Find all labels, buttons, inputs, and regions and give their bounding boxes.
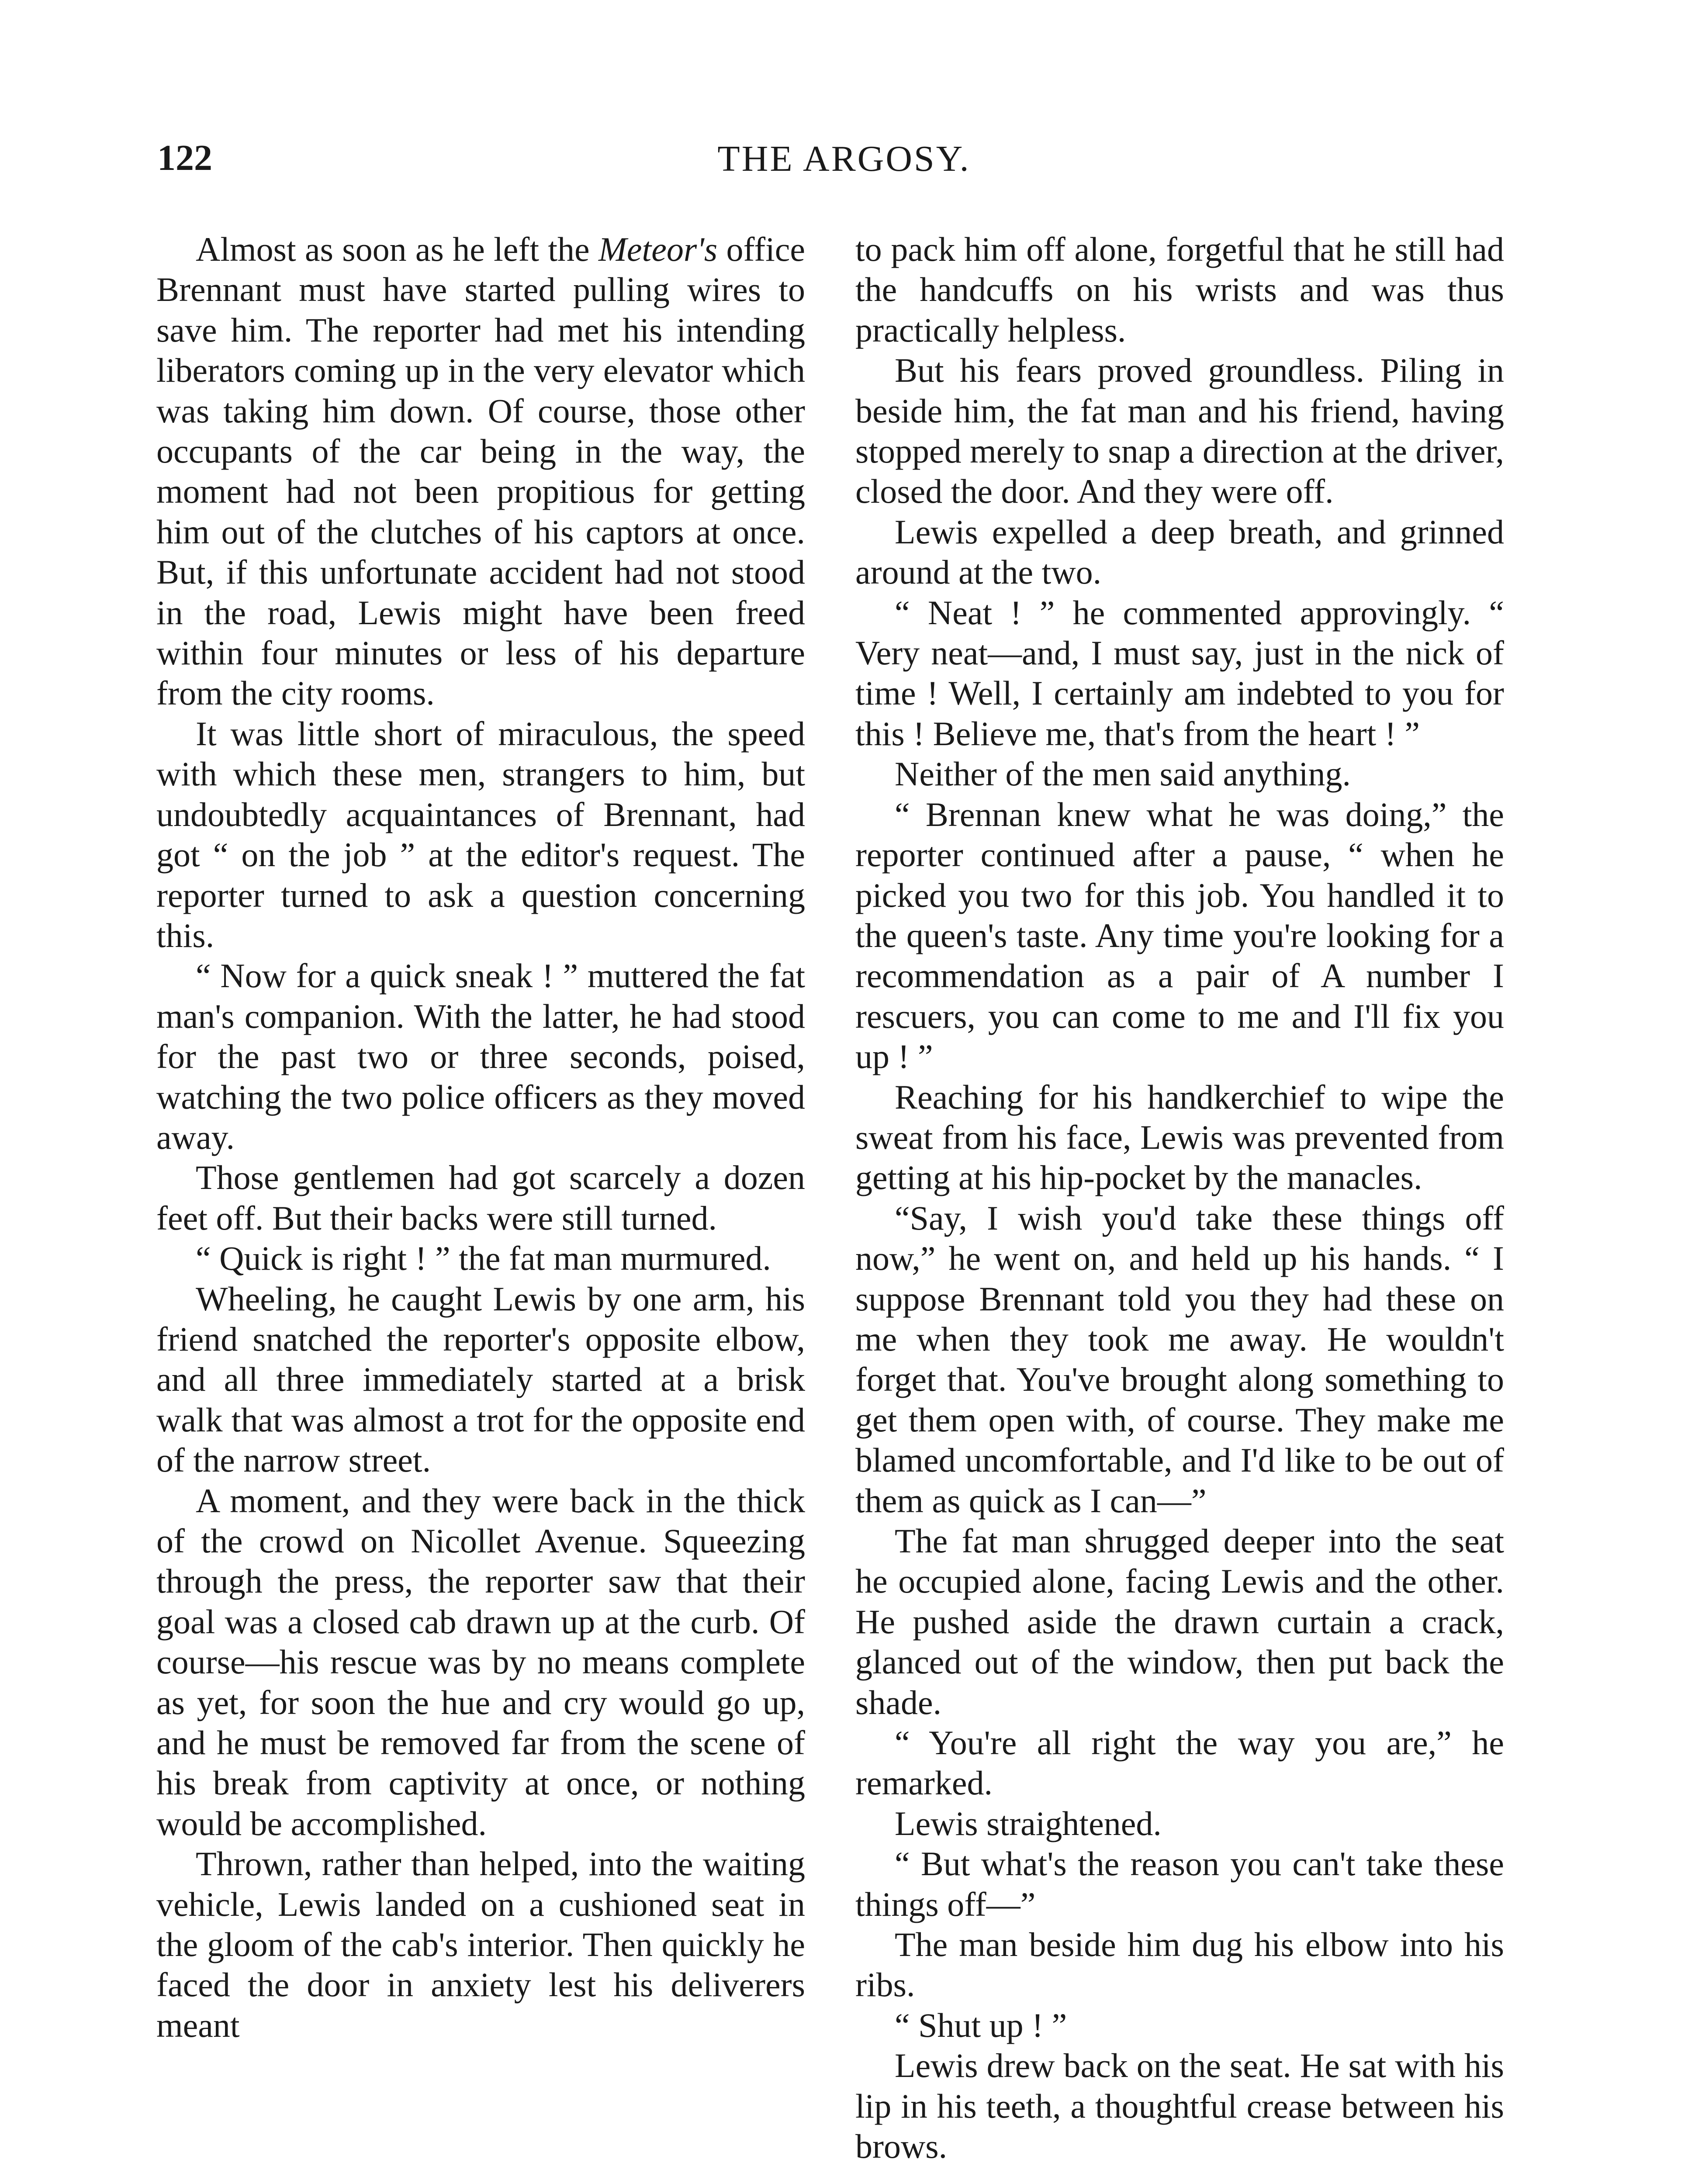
paragraph: Wheeling, he caught Lewis by one arm, his friend snatched the reporter's opposite elbow, and all three immediately started at a brisk walk that was almost a trot for the opposite end of the narrow street. [156,1279,805,1479]
paragraph: “ Shut up ! ” [895,2006,1067,2044]
paragraph: Those gentlemen had got scarcely a dozen feet off. But their backs were still turned. [156,1158,805,1237]
paragraph: “ Neat ! ” he commented approvingly. “ Very neat—and, I must say, just in the nick of time ! Well, I certainly am indebted to you for this ! Believe me, that's from the heart ! ” [855,593,1504,753]
running-title: THE ARGOSY. [717,138,971,179]
page-number: 122 [157,138,212,178]
paragraph: A moment, and they were back in the thick of the crowd on Nicollet Avenue. Squeezing through the press, the reporter saw that their goal was a closed cab drawn up at the curb. Of course—his rescue was by no means complete as yet, for soon the hue and cry would go up, and he must be removed far from the scene of his break from captivity at once, or nothing would be accomplished. [156,1481,805,1842]
paragraph: “ But what's the reason you can't take these things off—” [855,1845,1504,1923]
italic-text: Meteor's [598,230,718,268]
paragraph: Lewis expelled a deep breath, and grinned around at the two. [855,512,1504,591]
paragraph: “ Now for a quick sneak ! ” muttered the fat man's companion. With the latter, he had stood for the past two or three seconds, poised, watching the two police officers as they moved away. [156,957,805,1156]
paragraph: But his fears proved groundless. Piling in beside him, the fat man and his friend, having stopped merely to snap a direction at the driver, closed the door. And they were off. [855,351,1504,511]
paragraph: “ Quick is right ! ” the fat man murmured. [196,1239,771,1278]
paragraph: “ You're all right the way you are,” he remarked. [855,1724,1504,1802]
paragraph: The man beside him dug his elbow into his ribs. [855,1925,1504,2004]
left-column [156,229,805,2046]
paragraph: “Say, I wish you'd take these things off now,” he went on, and held up his hands. “ I suppose Brennant told you they had these on me when they took me away. He wouldn't forget that. You've brought along something to get them open with, of course. They make me blamed uncomfortable, and I'd like to be out of them as quick as I can—” [855,1199,1504,1520]
paragraph: “ Brennan knew what he was doing,” the reporter continued after a pause, “ when he picked you two for this job. You handled it to the queen's taste. Any time you're looking for a recommendation as a pair of A number I rescuers, you can come to me and I'll fix you up ! ” [855,795,1504,1076]
paragraph: Neither of the men said anything. [895,755,1351,793]
paragraph: Lewis drew back on the seat. He sat with his lip in his teeth, a thoughtful crease between his brows. [855,2046,1504,2166]
paragraph: Lewis straightened. [895,1804,1162,1842]
right-column [855,229,1504,2167]
paragraph-continued: to pack him off alone, forgetful that he still had the handcuffs on his wrists and was thus practically helpless. [855,230,1504,349]
paragraph: Almost as soon as he left the Meteor's office Brennant must have started pulling wires to save him. The reporter had met his intending liberators coming up in the very elevator which was taking him down. Of course, those other occupants of the car being in the way, the moment had not been propitious for getting him out of the clutches of his captors at once. But, if this unfortunate accident had not stood in the road, Lewis might have been freed within four minutes or less of his departure from the city rooms. [156,230,805,712]
paragraph: It was little short of miraculous, the speed with which these men, strangers to him, but undoubtedly acquaintances of Brennant, had got “ on the job ” at the editor's request. The reporter turned to ask a question concerning this. [156,714,805,954]
paragraph: Thrown, rather than helped, into the waiting vehicle, Lewis landed on a cushioned seat in the gloom of the cab's interior. Then quickly he faced the door in anxiety lest his deliverers meant [156,1845,805,2044]
paragraph: The fat man shrugged deeper into the seat he occupied alone, facing Lewis and the other. He pushed aside the drawn curtain a crack, glanced out of the window, then put back the shade. [855,1522,1504,1721]
paragraph: Reaching for his handkerchief to wipe the sweat from his face, Lewis was prevented from getting at his hip-pocket by the manacles. [855,1078,1504,1197]
